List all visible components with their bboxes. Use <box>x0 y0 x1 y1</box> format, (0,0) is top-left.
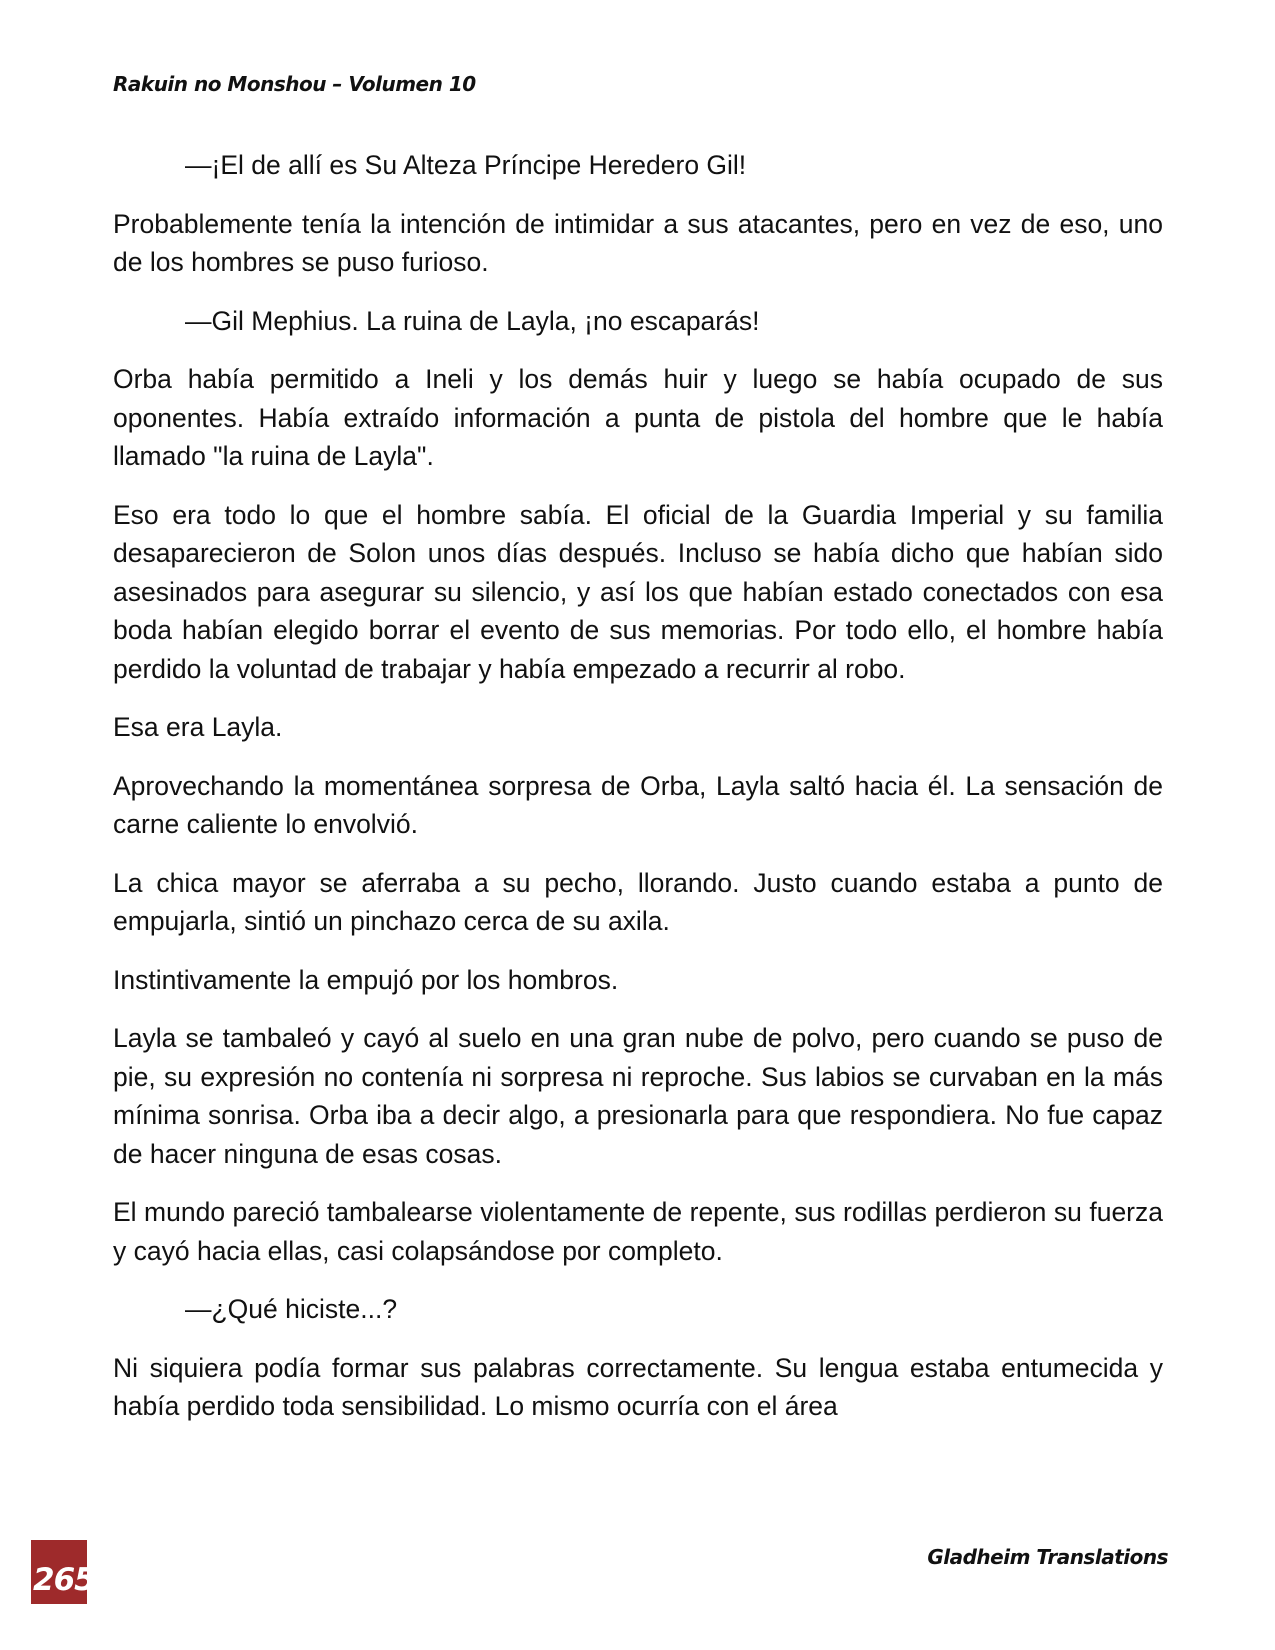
translator-credit: Gladheim Translations <box>927 1545 1168 1569</box>
paragraph: Instintivamente la empujó por los hombros. <box>113 964 619 995</box>
paragraph: Aprovechando la momentánea sorpresa de Orba, Layla saltó hacia él. La sensación de carne caliente lo envolvió. <box>113 770 1163 839</box>
page-number: 265 <box>33 1562 95 1598</box>
paragraph: Eso era todo lo que el hombre sabía. El oficial de la Guardia Imperial y su familia desaparecieron de Solon unos días después. Incluso se había dicho que habían sido asesinados para asegurar su silencio, y así los que habían estado conectados con esa boda habían elegido borrar el evento de sus memorias. Por todo ello, el hombre había perdido la voluntad de trabajar y había empezado a recurrir al robo. <box>113 499 1163 684</box>
paragraph: Ni siquiera podía formar sus palabras correctamente. Su lengua estaba entumecida y había perdido toda sensibilidad. Lo mismo ocurría con el área <box>113 1352 1163 1421</box>
paragraph: Layla se tambaleó y cayó al suelo en una gran nube de polvo, pero cuando se puso de pie, su expresión no contenía ni sorpresa ni reproche. Sus labios se curvaban en la más mínima sonrisa. Orba iba a decir algo, a presionarla para que respondiera. No fue capaz de hacer ninguna de esas cosas. <box>113 1023 1163 1169</box>
paragraph: Esa era Layla. <box>113 712 283 742</box>
paragraph: Orba había permitido a Ineli y los demás huir y luego se había ocupado de sus oponentes. Había extraído información a punta de pistola del hombre que le había llamado "la ruina de Layla". <box>113 364 1163 471</box>
paragraph: La chica mayor se aferraba a su pecho, llorando. Justo cuando estaba a punto de empujarla, sintió un pinchazo cerca de su axila. <box>113 867 1163 936</box>
dialog-line: —Gil Mephius. La ruina de Layla, ¡no escaparás! <box>185 305 760 336</box>
dialog-line: —¿Qué hiciste...? <box>185 1294 398 1324</box>
page-body <box>113 146 1163 1476</box>
paragraph: El mundo pareció tambalearse violentamente de repente, sus rodillas perdieron su fuerza y cayó hacia ellas, casi colapsándose por completo. <box>113 1197 1163 1266</box>
dialog-line: —¡El de allí es Su Alteza Príncipe Heredero Gil! <box>185 150 747 180</box>
running-header-title: Rakuin no Monshou – Volumen 10 <box>113 72 476 96</box>
paragraph: Probablemente tenía la intención de intimidar a sus atacantes, pero en vez de eso, uno de los hombres se puso furioso. <box>113 208 1163 277</box>
